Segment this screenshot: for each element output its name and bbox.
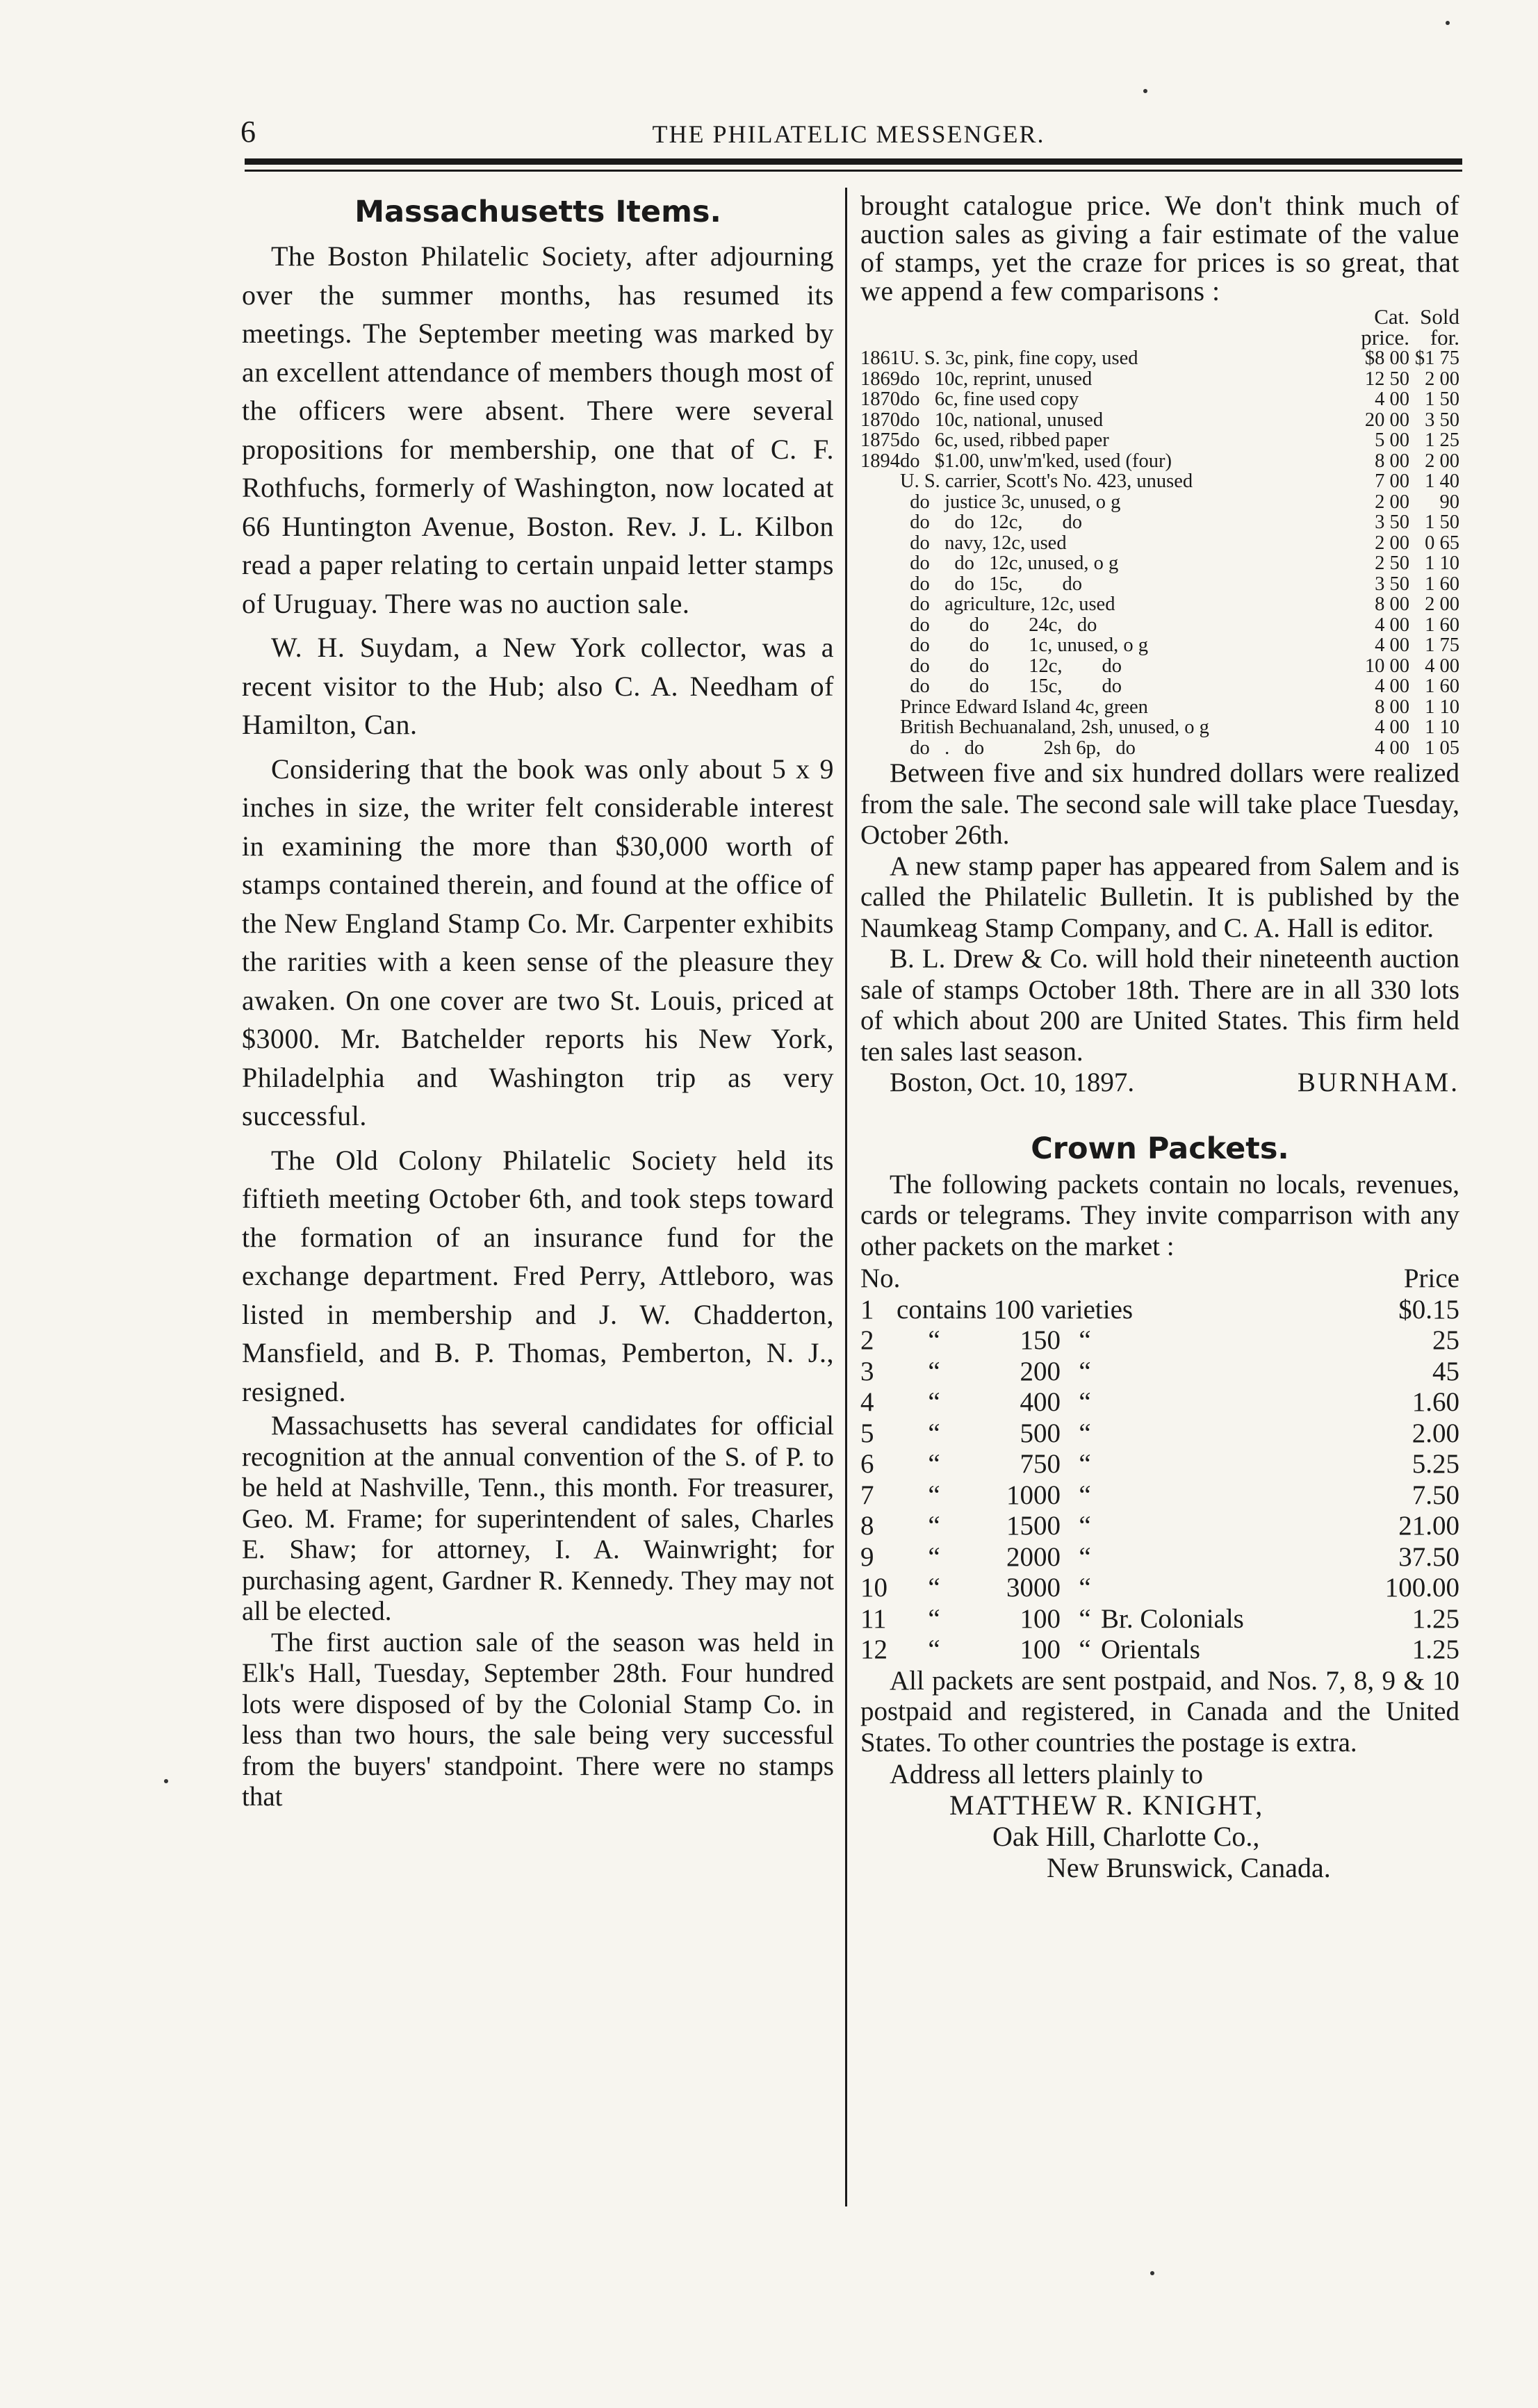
packet-kind — [1101, 1387, 1336, 1418]
auction-cat-price: 8 00 — [1375, 593, 1409, 615]
page-header — [240, 111, 1457, 153]
packet-no: 6 — [860, 1449, 874, 1479]
auction-year — [860, 512, 900, 533]
auction-sold-price: 2 00 — [1425, 593, 1459, 615]
packets-header-row — [860, 1263, 1459, 1295]
auction-row — [860, 738, 1459, 759]
packet-no: 11 — [860, 1603, 887, 1634]
auction-row — [860, 369, 1459, 390]
packet-kind — [1101, 1573, 1336, 1604]
auction-sold-price: 2 00 — [1425, 368, 1459, 390]
auction-sold-price: 3 50 — [1425, 409, 1459, 431]
packet-row — [860, 1573, 1459, 1604]
auction-description: do do 15c, do — [900, 573, 1083, 594]
auction-table-header — [860, 327, 1459, 348]
auction-row — [860, 410, 1459, 431]
auction-cat-price: $8 00 — [1364, 347, 1409, 369]
auction-cat-price: 2 50 — [1375, 552, 1409, 574]
packet-price: 7.50 — [1412, 1480, 1459, 1510]
auction-sold-price: 1 50 — [1425, 511, 1459, 533]
auction-sold-price: $1 75 — [1414, 347, 1459, 369]
packet-no: 10 — [860, 1573, 887, 1603]
auction-cat-price: 3 50 — [1375, 511, 1409, 533]
cat-header-sub: price. — [1361, 325, 1409, 350]
article-paragraph: Massachusetts has several candidates for official recognition at the annual convention of the S. of P. to be held at Nashville, Tenn., this month. For treasurer, Geo. M. Frame; for superintendent of sales, Charles E. Shaw; for attorney, I. A. Wainwright; for purchasing agent, Gardner R. Kennedy. They may not all be elected. — [242, 1411, 834, 1626]
ditto-mark: “ — [928, 1635, 940, 1664]
auction-description: do 6c, used, ribbed paper — [900, 430, 1109, 451]
packet-price: $0.15 — [1398, 1294, 1459, 1325]
packet-kind — [1101, 1511, 1336, 1542]
packet-price: 1.25 — [1412, 1635, 1459, 1664]
auction-year — [860, 676, 900, 697]
auction-comparison-table — [860, 306, 1459, 758]
packet-row — [860, 1511, 1459, 1542]
packet-kind — [1101, 1418, 1336, 1450]
article-continuation: brought catalogue price. We don't think much of auction sales as giving a fair estimate of the value of stamps, yet the craze for prices is so great, that we append a few comparisons : — [860, 190, 1459, 306]
auction-description: do do 24c, do — [900, 614, 1097, 635]
auction-description: Prince Edward Island 4c, green — [900, 696, 1148, 717]
ditto-mark: “ — [1079, 1418, 1091, 1448]
article-paragraph: The Old Colony Philatelic Society held its fiftieth meeting October 6th, and took steps toward the formation of an insurance fund for the exchange department. Fred Perry, Attleboro, was listed in membership and J. W. Chadderton, Mansfield, and B. P. Thomas, Pemberton, N. J., resigned. — [242, 1144, 834, 1407]
auction-year — [860, 594, 900, 615]
auction-row — [860, 451, 1459, 472]
col-no-header: No. — [860, 1263, 901, 1293]
page-number: 6 — [240, 115, 257, 149]
packet-price: 45 — [1432, 1356, 1459, 1386]
auction-year — [860, 553, 900, 574]
auction-sold-price: 1 60 — [1425, 675, 1459, 697]
print-speck — [164, 1779, 168, 1783]
packet-no: 7 — [860, 1480, 874, 1510]
auction-sold-price: 2 00 — [1425, 450, 1459, 472]
auction-year: 1870 — [860, 409, 900, 431]
packets-table — [860, 1263, 1459, 1666]
packet-kind — [1101, 1542, 1336, 1573]
packet-row — [860, 1480, 1459, 1512]
auction-description: do 10c, reprint, unused — [900, 368, 1093, 389]
packet-quantity: 100 — [1020, 1603, 1061, 1634]
auction-year — [860, 471, 900, 492]
auction-cat-price: 8 00 — [1375, 450, 1409, 472]
sold-header-sub: for. — [1430, 325, 1459, 350]
packet-row — [860, 1604, 1459, 1635]
print-speck — [1150, 2271, 1154, 2275]
auction-cat-price: 8 00 — [1375, 696, 1409, 718]
ditto-mark: “ — [928, 1511, 940, 1541]
column-divider — [845, 188, 847, 2206]
print-speck — [1143, 89, 1147, 93]
packet-price: 25 — [1432, 1325, 1459, 1355]
auction-row — [860, 594, 1459, 615]
crown-packets-heading: Crown Packets. — [1031, 1131, 1289, 1166]
auction-year — [860, 533, 900, 554]
auction-sold-price: 90 — [1439, 491, 1459, 513]
packet-quantity: 100 — [1020, 1635, 1061, 1664]
address-block — [860, 1758, 1459, 1883]
packet-price: 1.25 — [1412, 1603, 1459, 1634]
signoff-author: BURNHAM. — [1297, 1067, 1459, 1097]
address-name: MATTHEW R. KNIGHT, — [949, 1789, 1264, 1821]
packet-no: 1 — [860, 1294, 874, 1325]
packet-quantity: 1000 — [1006, 1480, 1061, 1510]
packet-row — [860, 1295, 1459, 1326]
article-paragraph: The first auction sale of the season was held in Elk's Hall, Tuesday, September 28th. Four hundred lots were disposed of by the Colonial Stamp Co. in less than two hours, the sale being very successful from the buyers' standpoint. There were no stamps that — [242, 1627, 834, 1812]
packet-no: 3 — [860, 1356, 874, 1386]
header-rule-thick — [245, 158, 1462, 165]
auction-table-body — [860, 348, 1459, 758]
auction-sold-price: 1 60 — [1425, 614, 1459, 636]
auction-year: 1861 — [860, 347, 900, 369]
packet-no: 4 — [860, 1387, 874, 1417]
packet-kind: Orientals — [1101, 1635, 1200, 1664]
auction-year: 1869 — [860, 368, 900, 390]
auction-sold-price: 1 40 — [1425, 470, 1459, 492]
auction-sold-price: 1 10 — [1425, 716, 1459, 738]
ditto-mark: “ — [1079, 1356, 1091, 1386]
left-column — [242, 191, 834, 1813]
auction-sold-price: 1 10 — [1425, 552, 1459, 574]
packet-kind — [1101, 1357, 1336, 1388]
auction-row — [860, 430, 1459, 451]
auction-year: 1894 — [860, 450, 900, 472]
auction-cat-price: 3 50 — [1375, 573, 1409, 595]
auction-row — [860, 656, 1459, 677]
ditto-mark: “ — [928, 1449, 940, 1479]
ditto-mark: “ — [1079, 1573, 1091, 1603]
auction-cat-price: 7 00 — [1375, 470, 1409, 492]
auction-row — [860, 492, 1459, 513]
packet-kind — [1101, 1325, 1336, 1357]
article-paragraph: A new stamp paper has appeared from Salem and is called the Philatelic Bulletin. It is published by the Naumkeag Stamp Company, and C. A. Hall is editor. — [860, 851, 1459, 943]
packet-row — [860, 1542, 1459, 1573]
ditto-mark: “ — [928, 1387, 940, 1417]
packet-quantity: 1500 — [1006, 1511, 1061, 1541]
packet-no: 9 — [860, 1541, 874, 1572]
auction-year — [860, 656, 900, 677]
auction-cat-price: 2 00 — [1375, 491, 1409, 513]
auction-description: do do 12c, do — [900, 512, 1083, 533]
auction-sold-price: 1 25 — [1425, 429, 1459, 451]
auction-description: do do 15c, do — [900, 676, 1122, 697]
cat-header: Cat. — [1374, 304, 1409, 329]
auction-year — [860, 697, 900, 718]
ditto-mark: “ — [1079, 1635, 1091, 1664]
ditto-mark: “ — [928, 1418, 940, 1448]
auction-description: do 10c, national, unused — [900, 409, 1104, 430]
ditto-mark: “ — [1079, 1511, 1091, 1541]
packet-kind — [1101, 1480, 1336, 1512]
sold-header: Sold — [1420, 304, 1459, 329]
packet-quantity: 2000 — [1006, 1541, 1061, 1572]
journal-title: THE PHILATELIC MESSENGER. — [652, 120, 1045, 148]
auction-cat-price: 4 00 — [1375, 388, 1409, 410]
ditto-mark: “ — [928, 1325, 940, 1355]
auction-year — [860, 574, 900, 595]
auction-description: do agriculture, 12c, used — [900, 594, 1115, 615]
article-paragraph: W. H. Suydam, a New York collector, was a recent visitor to the Hub; also C. A. Needham of Hamilton, Can. — [242, 632, 834, 740]
auction-cat-price: 10 00 — [1364, 655, 1409, 677]
auction-description: do do 1c, unused, o g — [900, 635, 1149, 656]
auction-year — [860, 717, 900, 738]
auction-description: do do 12c, unused, o g — [900, 553, 1119, 574]
auction-cat-price: 20 00 — [1364, 409, 1409, 431]
auction-year — [860, 738, 900, 759]
auction-row — [860, 389, 1459, 410]
crown-intro: The following packets contain no locals, revenues, cards or telegrams. They invite comparrison with any other packets on the market : — [860, 1169, 1459, 1261]
packet-row — [860, 1325, 1459, 1357]
auction-description: do . do 2sh 6p, do — [900, 737, 1136, 758]
auction-cat-price: 12 50 — [1364, 368, 1409, 390]
packet-price: 5.25 — [1412, 1449, 1459, 1479]
auction-description: do $1.00, unw'm'ked, used (four) — [900, 450, 1172, 471]
auction-row — [860, 697, 1459, 718]
auction-row — [860, 635, 1459, 656]
packet-quantity: 200 — [1020, 1356, 1061, 1386]
article-paragraph: The Boston Philatelic Society, after adjourning over the summer months, has resumed its meetings. The September meeting was marked by an excellent attendance of members though most of the officers were absent. There were several propositions for membership, one that of C. F. Rothfuchs, formerly of Washington, now located at 66 Huntington Avenue, Boston. Rev. J. L. Kilbon read a paper relating to certain unpaid letter stamps of Uruguay. There was no auction sale. — [242, 240, 834, 619]
ditto-mark: “ — [1079, 1325, 1091, 1355]
ditto-mark: “ — [928, 1541, 940, 1572]
article-paragraph: B. L. Drew & Co. will hold their nineteenth auction sale of stamps October 18th. There are in all 330 lots of which about 200 are United States. This firm held ten sales last season. — [860, 944, 1459, 1067]
packet-price: 100.00 — [1384, 1573, 1459, 1603]
auction-description: U. S. 3c, pink, fine copy, used — [900, 348, 1138, 369]
auction-description: British Bechuanaland, 2sh, unused, o g — [900, 717, 1209, 738]
packet-row — [860, 1418, 1459, 1450]
address-line: New Brunswick, Canada. — [1047, 1852, 1331, 1883]
ditto-mark: “ — [928, 1480, 940, 1510]
packet-quantity: 150 — [1020, 1325, 1061, 1355]
auction-description: U. S. carrier, Scott's No. 423, unused — [900, 471, 1193, 492]
auction-row — [860, 676, 1459, 697]
ditto-mark: “ — [1079, 1603, 1091, 1634]
article-paragraph: Between five and six hundred dollars were realized from the sale. The second sale will take place Tuesday, October 26th. — [860, 758, 1459, 850]
packet-quantity: 750 — [1020, 1449, 1061, 1479]
address-line: Oak Hill, Charlotte Co., — [992, 1821, 1260, 1852]
packet-kind — [1101, 1449, 1336, 1480]
ditto-mark: “ — [928, 1573, 940, 1603]
auction-year: 1875 — [860, 429, 900, 451]
auction-row — [860, 717, 1459, 738]
packet-no: 8 — [860, 1511, 874, 1541]
auction-row — [860, 553, 1459, 574]
auction-cat-price: 5 00 — [1375, 429, 1409, 451]
packet-quantity: 400 — [1020, 1387, 1061, 1417]
auction-row — [860, 574, 1459, 595]
ditto-mark: “ — [1079, 1480, 1091, 1510]
auction-year — [860, 615, 900, 636]
auction-table-header — [860, 306, 1459, 327]
ditto-mark: “ — [928, 1603, 940, 1634]
auction-description: do 6c, fine used copy — [900, 389, 1079, 410]
packet-no: 12 — [860, 1635, 887, 1664]
packet-price: 2.00 — [1412, 1418, 1459, 1448]
signoff-place: Boston, Oct. 10, 1897. — [890, 1067, 1135, 1097]
auction-year: 1870 — [860, 388, 900, 410]
article-paragraph: Considering that the book was only about 5 x 9 inches in size, the writer felt considerable interest in examining the more than $30,000 worth of stamps contained therein, and found at the office of the New England Stamp Co. Mr. Carpenter exhibits the rarities with a keen sense of the pleasure they awaken. On one cover are two St. Louis, priced at $3000. Mr. Batchelder reports his New York, Philadelphia and Washington trip as very successful. — [242, 753, 834, 1131]
auction-cat-price: 2 00 — [1375, 532, 1409, 554]
auction-sold-price: 1 10 — [1425, 696, 1459, 718]
ditto-mark: “ — [1079, 1541, 1091, 1572]
auction-description: do navy, 12c, used — [900, 532, 1067, 553]
packet-row — [860, 1449, 1459, 1480]
right-column — [860, 191, 1459, 1883]
packet-row — [860, 1387, 1459, 1418]
packet-quantity: 500 — [1020, 1418, 1061, 1448]
auction-row — [860, 512, 1459, 533]
auction-year — [860, 492, 900, 513]
packet-price: 37.50 — [1398, 1541, 1459, 1572]
packet-no: 2 — [860, 1325, 874, 1355]
auction-description: do justice 3c, unused, o g — [900, 491, 1121, 512]
address-line: Address all letters plainly to — [890, 1758, 1204, 1789]
header-rule-thin — [245, 170, 1462, 172]
auction-cat-price: 4 00 — [1375, 675, 1409, 697]
auction-description: do do 12c, do — [900, 655, 1122, 676]
auction-sold-price: 0 65 — [1425, 532, 1459, 554]
auction-row — [860, 348, 1459, 369]
packet-row — [860, 1635, 1459, 1666]
ditto-mark: “ — [1079, 1387, 1091, 1417]
col-price-header: Price — [1403, 1263, 1459, 1293]
packet-desc: contains 100 varieties — [897, 1294, 1134, 1325]
auction-sold-price: 1 50 — [1425, 388, 1459, 410]
crown-closing: All packets are sent postpaid, and Nos. 7, 8, 9 & 10 postpaid and registered, in Canada and the United States. To other countries the postage is extra. — [860, 1665, 1459, 1758]
auction-row — [860, 615, 1459, 636]
auction-row — [860, 533, 1459, 554]
packet-row — [860, 1357, 1459, 1388]
packet-price: 21.00 — [1398, 1511, 1459, 1541]
packet-price: 1.60 — [1412, 1387, 1459, 1417]
auction-sold-price: 1 60 — [1425, 573, 1459, 595]
massachusetts-heading: Massachusetts Items. — [354, 195, 721, 229]
auction-sold-price: 1 75 — [1425, 634, 1459, 656]
ditto-mark: “ — [1079, 1449, 1091, 1479]
auction-row — [860, 471, 1459, 492]
ditto-mark: “ — [928, 1356, 940, 1386]
auction-sold-price: 1 05 — [1425, 737, 1459, 759]
print-speck — [1446, 21, 1450, 25]
auction-cat-price: 4 00 — [1375, 614, 1409, 636]
packets-body — [860, 1325, 1459, 1666]
packet-kind: Br. Colonials — [1101, 1603, 1244, 1634]
auction-cat-price: 4 00 — [1375, 634, 1409, 656]
auction-cat-price: 4 00 — [1375, 737, 1409, 759]
packet-no: 5 — [860, 1418, 874, 1448]
auction-year — [860, 635, 900, 656]
packet-quantity: 3000 — [1006, 1573, 1061, 1603]
signoff — [860, 1067, 1459, 1099]
auction-cat-price: 4 00 — [1375, 716, 1409, 738]
auction-sold-price: 4 00 — [1425, 655, 1459, 677]
